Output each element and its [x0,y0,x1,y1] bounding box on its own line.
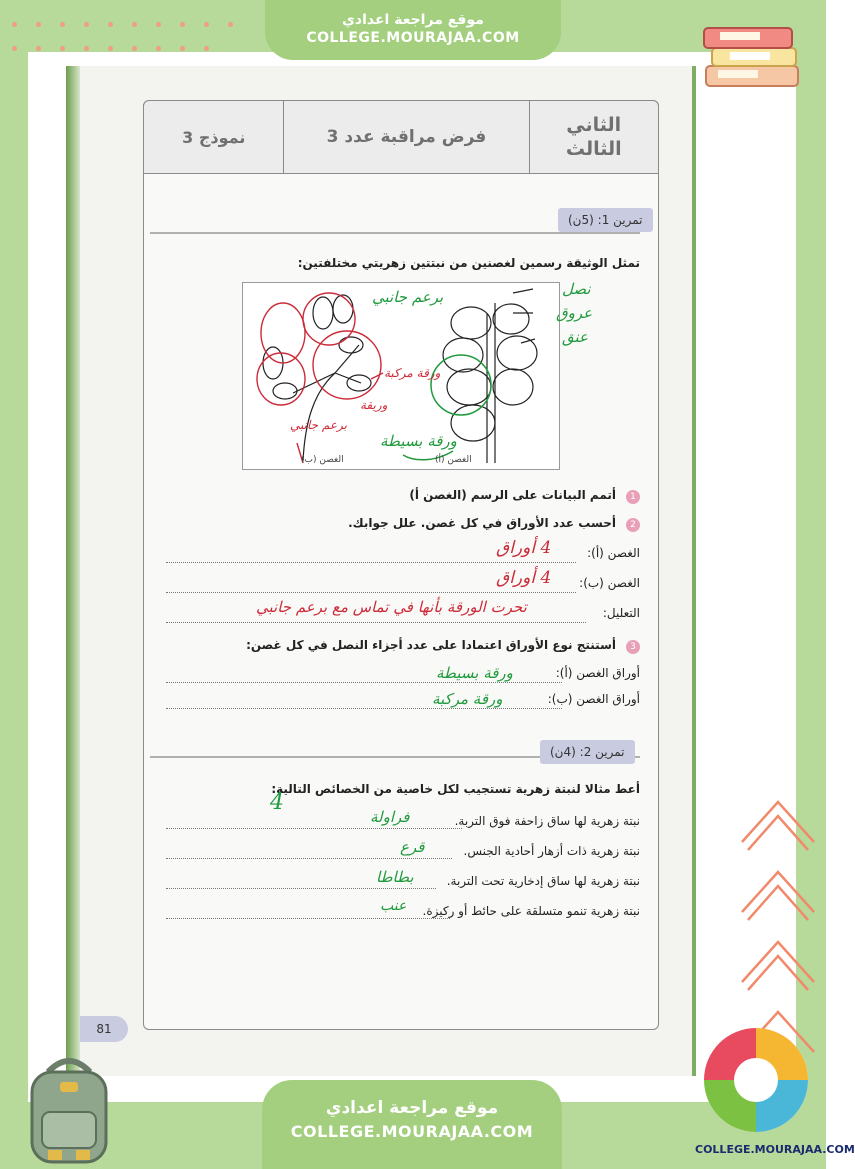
annotation-b-bud-bottom: برعم جانبي [290,418,347,432]
header-title: فرض مراقبة عدد 3 [283,101,528,173]
leaves-b-answer: ورقة مركبة [432,690,503,708]
exercise2-item-1-line [166,828,462,829]
bottom-banner-arabic-title: موقع مراجعة اعدادي [325,1098,499,1118]
header-level-line1: الثاني [566,114,622,136]
top-site-banner[interactable] [265,0,561,60]
annotation-a-leaf: ورقة بسيطة [380,432,457,450]
reason-label: التعليل: [602,606,640,620]
logo-label: COLLEGE.MOURAJAA.COM [695,1143,855,1156]
branch-a-answer-line [166,562,576,563]
annotation-a-label-1: نصل [562,280,591,298]
exercise2-item-4-line [166,918,450,919]
exercise2-tag: تمرين 2: (4ن) [540,740,635,764]
exercise2-item-1-answer: فراولة [370,808,410,826]
exercise1-intro: تمثل الوثيقة رسمين لغصنين من نبتتين زهريتي مختلفتين: [297,256,640,270]
banner-url: COLLEGE.MOURAJAA.COM [306,30,520,46]
annotation-a-label-2: عروق [556,304,593,322]
figure-caption-a: الغصن (أ) [435,455,472,465]
annotation-b-leaf-arrow: ورقة مركبة [384,366,441,380]
question3-number: 3 [626,640,640,654]
exercise2-intro: أعط مثالا لنبتة زهرية تستجيب لكل خاصية من الخصائص التالية: [271,782,640,796]
exercise2-item-3-line [166,888,436,889]
leaves-b-label: أوراق الغصن (ب): [547,692,640,706]
exercise2-item-4-answer: عنب [380,898,407,914]
decorative-dots [6,22,256,62]
page-number: 81 [80,1016,128,1042]
branch-a-label: الغصن (أ): [587,546,640,560]
exercise2-item-3-answer: بطاطا [376,868,414,886]
exercise2-item-2-line [166,858,452,859]
leaves-a-answer-line [166,682,562,683]
header-model: نموذج 3 [182,127,246,147]
exercise2-item-1: نبتة زهرية لها ساق زاحفة فوق التربة. [454,814,640,828]
backpack-icon [14,1054,124,1166]
exam-page [143,100,659,1030]
books-icon [700,14,804,94]
branch-b-answer-line [166,592,576,593]
exam-header [143,100,659,174]
question2-text: أحسب عدد الأوراق في كل غصن. علل جوابك. [348,516,616,530]
exercise2-item-3: نبتة زهرية لها ساق إدخارية تحت التربة. [446,874,640,888]
question1-number: 1 [626,490,640,504]
question2-number: 2 [626,518,640,532]
site-logo-icon [694,1022,818,1140]
reason-answer-line [166,622,586,623]
paper-binding-edge [66,66,80,1076]
exercise2-item-4: نبتة زهرية تنمو متسلقة على حائط أو ركيزة. [422,904,640,918]
header-level-line2: الثالث [565,138,622,160]
exercise2-item-2-answer: قرع [400,838,425,856]
question3-text: أستنتج نوع الأوراق اعتمادا على عدد أجزاء النصل في كل غصن: [246,638,616,652]
branch-b-label: الغصن (ب): [579,576,640,590]
bottom-banner-url: COLLEGE.MOURAJAA.COM [290,1122,534,1141]
header-level [529,101,659,173]
question1-text: أتمم البيانات على الرسم (الغصن أ) [409,488,616,502]
exercise1-tag: تمرين 1: (5ن) [558,208,653,232]
branch-a-answer: 4 أوراق [496,538,552,558]
banner-arabic-title: موقع مراجعة اعدادي [342,12,484,28]
figure-caption-b: الغصن (ب) [301,455,344,465]
leaves-b-answer-line [166,708,562,709]
bottom-site-banner[interactable] [262,1080,562,1169]
annotation-a-label-3: عنق [562,328,588,346]
annotation-b-leaflet: وريقة [360,398,388,412]
exercise1-divider [150,232,640,234]
branch-b-answer: 4 أوراق [496,568,552,588]
annotation-b-bud-top: برعم جانبي [372,288,444,306]
leaves-a-label: أوراق الغصن (أ): [555,666,640,680]
reason-answer: تحرت الورقة بأنها في تماس مع برعم جانبي [256,598,527,616]
leaves-a-answer: ورقة بسيطة [436,664,513,682]
exercise2-item-2: نبتة زهرية ذات أزهار أحادية الجنس. [463,844,640,858]
exercise2-mark: 4 [270,790,284,815]
